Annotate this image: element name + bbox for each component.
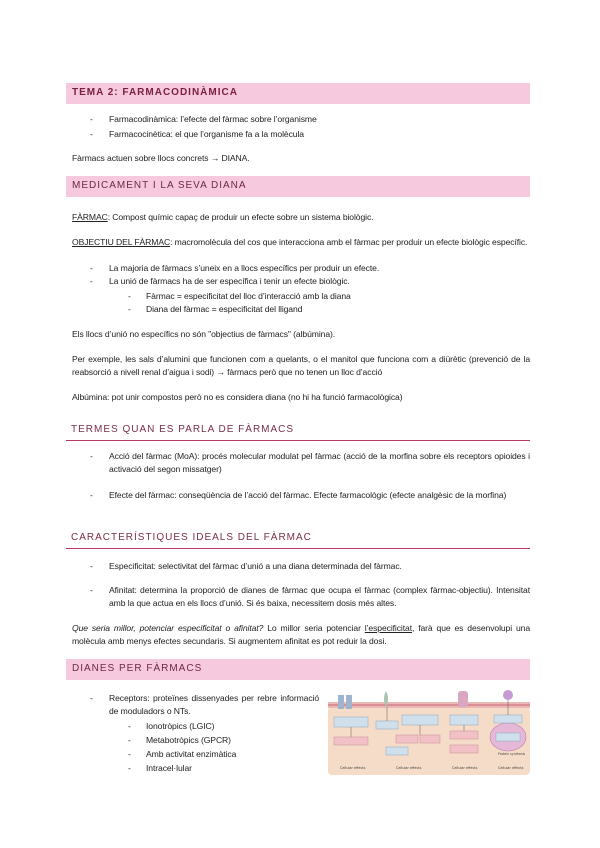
bullet-dash: - [128,304,131,314]
bullet-dash: - [90,114,93,124]
heading-text: DIANES PER FÀRMACS [72,663,203,674]
bullet-dash: - [128,291,131,301]
bullet-dash: - [90,693,93,703]
bullet-dash: - [128,735,131,745]
section-heading-tema [66,83,530,104]
heading-text: MEDICAMENT I LA SEVA DIANA [72,180,247,191]
bullet-dash: - [90,276,93,286]
farmac-text: : Compost químic capaç de produir un efecte sobre un sistema biològic. [107,212,374,222]
section-divider [66,548,530,549]
figure-label: Protein synthesis [498,752,526,756]
objectiu-term: OBJECTIU DEL FÀRMAC [72,237,171,247]
list-item: La unió de fàrmacs ha de ser específica i tenir un efecte biològic. [109,276,350,286]
question-underlined: l’especificitat [364,623,412,633]
bullet-dash: - [128,763,131,773]
ion-channel-icon [338,695,344,709]
section-heading-medicament [66,176,530,197]
list-item: Especificitat: selectivitat del fàrmac d’unió a una diana determinada del fàrmac. [109,561,402,571]
intracellular-receptor-icon [503,690,513,700]
enzyme-receptor-icon [458,691,468,707]
list-item: Afinitat: determina la proporció de dianes de fàrmac que ocupa el fàrmac (complex fàrmac-objectiu). Intensitat amb la que actua en els llocs d’unió. Si és baixa, necessitem dosis més altes. [109,585,530,608]
list-item: Receptors: proteïnes dissenyades per rebre informació de moduladors o NTs. [109,693,319,716]
figure-label: Cellular effects [340,766,366,770]
figure-label: Cellular effects [498,766,524,770]
question-text-rest: , farà que es desenvolupi una molècula amb menys efectes secundaris. Si augmentem afinitat es pot reduir la dosi. [72,623,531,646]
bullet-dash: - [90,585,93,595]
heading-text: TEMA 2: FARMACODINÀMICA [72,87,238,98]
list-item: Acció del fàrmac (MoA): procés molecular modulat pel fàrmac (acció de la morfina sobre els receptors opioides i activació del segon missatger) [109,451,530,474]
paragraph-llocs: Els llocs d’unió no específics no són "objectius de fàrmacs" (albúmina). [72,329,336,339]
section-heading-termes: TERMES QUAN ES PARLA DE FÀRMACS [71,424,295,435]
sub-list-item: Intracel·lular [146,763,192,773]
question-italic: Que seria millor, potenciar especificitat o afinitat? [72,623,264,633]
section-divider [66,440,530,441]
bullet-dash: - [90,451,93,461]
objectiu-definition [72,236,530,249]
sub-list-item: Amb activitat enzimàtica [146,749,237,759]
objectiu-text: : macromolècula del cos que interacciona amb el fàrmac per produir un efecte biològic específic. [170,237,528,247]
receptor-types-figure [326,685,532,777]
bullet-dash: - [90,490,93,500]
sub-list-item: Fàrmac = especificitat del lloc d’interacció amb la diana [146,291,351,301]
sub-list-item: Diana del fàrmac = especificitat del lligand [146,304,303,314]
list-item: Farmacodinàmica: l’efecte del fàrmac sobre l’organisme [109,114,317,124]
bullet-dash: - [90,263,93,273]
intro-line: Fàrmacs actuen sobre llocs concrets → DIANA. [72,153,250,163]
bullet-dash: - [128,749,131,759]
sub-list-item: Ionotròpics (LGIC) [146,721,215,731]
figure-label: Cellular effects [452,766,478,770]
list-item: Efecte del fàrmac: conseqüència de l’acció del fàrmac. Efecte farmacològic (efecte analgèsic de la morfina) [109,490,507,500]
farmac-definition [72,211,532,224]
list-item: Farmacocinètica: el que l’organisme fa a la molècula [109,129,304,139]
farmac-term: FÀRMAC [72,212,108,222]
section-heading-caracteristiques: CARACTERÍSTIQUES IDEALS DEL FÀRMAC [71,532,312,543]
question-text: Lo millor seria potenciar [263,623,365,633]
list-item: La majoria de fàrmacs s’uneix en a llocs específics per produir un efecte. [109,263,380,273]
sub-list-item: Metabotròpics (GPCR) [146,735,231,745]
bullet-dash: - [128,721,131,731]
section-heading-dianes [66,659,530,680]
paragraph-exemple: Per exemple, les sals d’alumini que funcionen com a quelants, o el manitol que funciona com a diürètic (prevenció de la reabsorció a nivell renal d’aigua i sodi) → fàrmacs però que no tenen un lloc d’acció [72,354,530,377]
bullet-dash: - [90,561,93,571]
bullet-dash: - [90,129,93,139]
paragraph-albumina: Albúmina: pot unir compostos però no es considera diana (no hi ha funció farmacològica) [72,392,403,402]
figure-label: Cellular effects [396,766,422,770]
paragraph-question [72,622,530,647]
